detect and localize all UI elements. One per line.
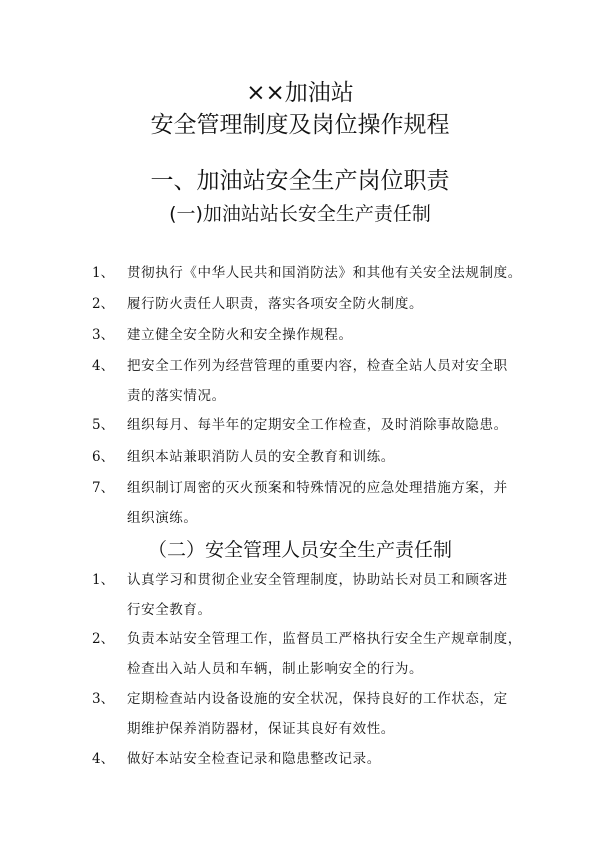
doc-title-line1: ××加油站 <box>246 80 354 106</box>
item-text: 做好本站安全检查记录和隐患整改记录。 <box>127 751 381 767</box>
item-number: 2、 <box>92 296 115 312</box>
item-number: 7、 <box>92 480 115 496</box>
item-text: 建立健全安全防火和安全操作规程。 <box>127 327 353 343</box>
section-title: 一、加油站安全生产岗位职责 <box>150 168 450 194</box>
item-text: 贯彻执行《中华人民共和国消防法》和其他有关安全法规制度。 <box>127 265 522 281</box>
item-number: 4、 <box>92 358 115 374</box>
item-text: 把安全工作列为经营管理的重要内容，检查全站人员对安全职 责的落实情况。 <box>127 358 508 404</box>
item-number: 1、 <box>92 572 115 588</box>
item-text: 负责本站安全管理工作，监督员工严格执行安全生产规章制度， 检查出入站人员和车辆，制止影响安全的行为。 <box>127 631 522 677</box>
item-text: 组织制订周密的灭火预案和特殊情况的应急处理措施方案，并 组织演练。 <box>127 480 508 526</box>
item-number: 1、 <box>92 265 115 281</box>
item-number: 2、 <box>92 631 115 647</box>
item-number: 5、 <box>92 417 115 433</box>
item-text: 认真学习和贯彻企业安全管理制度，协助站长对员工和顾客进 行安全教育。 <box>127 572 508 618</box>
item-text: 组织本站兼职消防人员的安全教育和训练。 <box>127 449 395 465</box>
item-text: 组织每月、每半年的定期安全工作检查，及时消除事故隐患。 <box>127 417 508 433</box>
item-number: 3、 <box>92 327 115 343</box>
item-number: 3、 <box>92 691 115 707</box>
subsection-title-1: (一)加油站站长安全生产责任制 <box>169 203 431 225</box>
doc-title-line2: 安全管理制度及岗位操作规程 <box>150 112 450 138</box>
item-number: 4、 <box>92 751 115 767</box>
item-number: 6、 <box>92 449 115 465</box>
item-text: 履行防火责任人职责，落实各项安全防火制度。 <box>127 296 424 312</box>
item-text: 定期检查站内设备设施的安全状况，保持良好的工作状态，定 期维护保养消防器材，保证其良好有效性。 <box>127 691 508 737</box>
subsection-title-2: （二）安全管理人员安全生产责任制 <box>147 539 452 561</box>
